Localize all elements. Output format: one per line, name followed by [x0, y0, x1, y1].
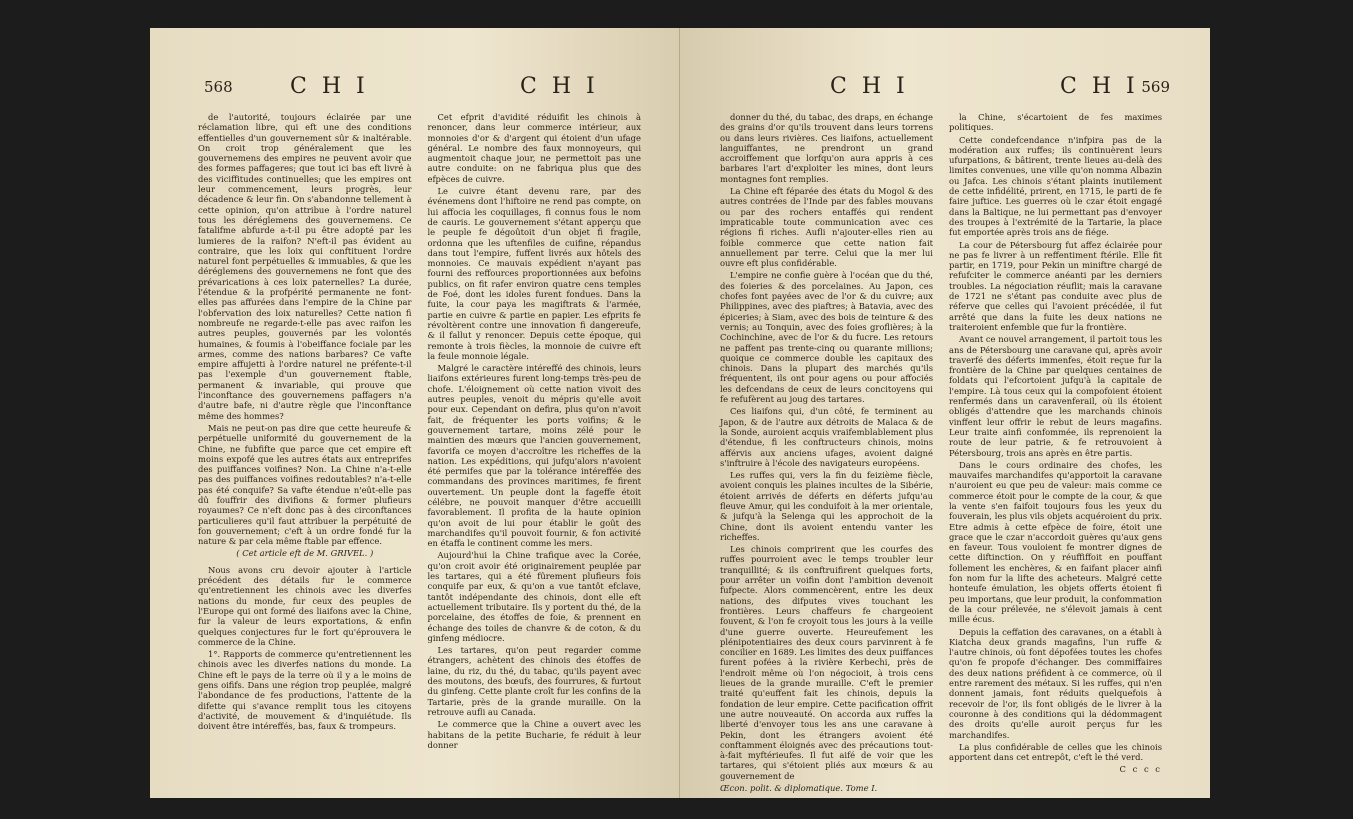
- book-spread: [150, 28, 1210, 798]
- paragraph: Le cuivre étant devenu rare, par des événemens dont l'hiftoire ne rend pas compte, on lui affocia les coquillages, fi connus fous le nom de cauris. Le gouvernement s'étant apperçu que le peuple fe dégoûtoit d'un objet fi fragile, ordonna que les uftenfiles de cuifine, répandus dans tout l'empire, fuffent livrés aux hôtels des monnoies. Ce mauvais expédient n'ayant pas fourni des reffources proportionnées aux befoins publics, on fit rafer environ quatre cens temples de Foé, dont les idoles furent fondues. Dans la fuite, la cour paya les magiftrats & l'armée, partie en cuivre & partie en papier. Les efprits fe révoltèrent contre une innovation fi dangereufe, & il fallut y renoncer. Depuis cette époque, qui remonte à trois fiècles, la monnoie de cuivre eft la feule monnoie légale.: [427, 186, 641, 361]
- paragraph: Les tartares, qu'on peut regarder comme étrangers, achètent des chinois des étoffes de laine, du riz, du thé, du tabac, qu'ils payent avec des moutons, des bœufs, des fourrures, & furtout du ginfeng. Cette plante croît fur les confins de la Tartarie, près de la grande muraille. On la retrouve aufli au Canada.: [427, 645, 641, 717]
- paragraph: Nous avons cru devoir ajouter à l'article précédent des détails fur le commerce qu'entretiennent les chinois avec les diverfes nations du monde, fur ceux des peuples de l'Europe qui ont formé des liaifons avec la Chine, fur la valeur de leurs exportations, & enfin quelques conjectures fur le fort qu'éprouvera le commerce de la Chine.: [198, 564, 412, 647]
- right-page: [680, 28, 1210, 798]
- running-head-left-col1: C H I: [290, 74, 369, 99]
- left-page-columns: [198, 112, 641, 778]
- running-head-right-col2: C H I: [1060, 74, 1139, 99]
- paragraph: Les ruffes qui, vers la fin du feizième fiècle, avoient conquis les plaines incultes de la Sibérie, étoient arrivés de déferts en déferts jufqu'au fleuve Amur, qui les conduifoit à la mer orientale, & jufqu'à la Selenga qui les approchoit de la Chine, dont ils avoient entendu vanter les richeffes.: [720, 470, 933, 542]
- paragraph: Le commerce que la Chine a ouvert avec les habitans de la petite Bucharie, fe réduit à leur donner: [427, 719, 641, 750]
- paragraph: Aujourd'hui la Chine trafique avec la Corée, qu'on croit avoir été originairement peuplée par les tartares, qui a été fûrement plufieurs fois conquife par eux, & qu'on a vue tantôt efclave, tantôt indépendante des chinois, dont elle eft actuellement tributaire. Ils y portent du thé, de la porcelaine, des étoffes de foie, & prennent en échange des toiles de chanvre & de coton, & du ginfeng médiocre.: [427, 550, 641, 643]
- footer-source: Œcon. polit. & diplomatique. Tome I.: [720, 783, 878, 793]
- paragraph: donner du thé, du tabac, des draps, en échange des grains d'or qu'ils trouvent dans leurs torrens ou dans leurs rivières. Ces liaifons, actuellement languiffantes, ne prendront un grand accroiffement que lorfqu'on aura appris à ces barbares l'art d'exploiter les mines, dont leurs montagnes font remplies.: [720, 112, 933, 184]
- right-column-1: [720, 112, 933, 793]
- right-page-header: [730, 74, 1170, 108]
- paragraph: Ces liaifons qui, d'un côté, fe terminent au Japon, & de l'autre aux détroits de Malaca & de la Sonde, auroient acquis vraifemblablement plus d'étendue, fi les conftructeurs chinois, moins afférvis aux anciens ufages, avoient daigné s'inftruire à l'école des navigateurs européens.: [720, 406, 933, 468]
- paragraph: Mais ne peut-on pas dire que cette heureufe & perpétuelle uniformité du gouvernement de la Chine, ne fubfifte que parce que cet empire eft moins expofé que les autres états aux entreprifes des puiffances voifines? Non. La Chine n'a-t-elle pas des puiffances voifines redoutables? n'a-t-elle pas été conquife? Sa vafte étendue n'eût-elle pas dû fouffrir des divifions & former plufieurs royaumes? Ce n'eft donc pas à des circonftances particulieres qu'il faut attribuer la perpétuité de fon gouvernement; c'eft à un ordre fondé fur la nature & par cela même ftable par effence.: [198, 422, 412, 547]
- paragraph: Malgré le caractère intéreffé des chinois, leurs liaifons extérieures furent long-temps très-peu de chofe. L'éloignement où cette nation vivoit des autres peuples, venoit du mépris qu'elle avoit pour eux. Cependant on defira, plus qu'on n'avoit fait, de fréquenter les ports voifins; & le gouvernement tartare, moins zélé pour le maintien des mœurs que l'ancien gouvernement, favorifa ce moyen d'accroître les richeffes de la nation. Les expéditions, qui jufqu'alors n'avoient été permifes que par la tolérance intéreffée des commandans des provinces maritimes, fe firent ouvertement. Un peuple dont la fageffe étoit célébre, ne pouvoit manquer d'être accueilli favorablement. Il profita de la haute opinion qu'on avoit de lui pour établir le goût des marchandifes qu'il pouvoit fournir, & fon activité en étaffa le continent comme les mers.: [427, 363, 641, 549]
- page-number-right: 569: [1141, 78, 1170, 96]
- paragraph: Depuis la ceffation des caravanes, on a établi à Kiatcha deux grands magafins, l'un ruffe & l'autre chinois, où font dépofées toutes les chofes qu'on fe propofe d'échanger. Des commiffaires des deux nations préfident à ce commerce, où il entre rarement des métaux. Si les ruffes, qui n'en donnent jamais, font réduits quelquefois à recevoir de l'or, ils font obligés de le livrer à la couronne à des conditions qui la dédommagent des droits qu'elle auroit perçus fur les marchandifes.: [949, 626, 1162, 740]
- running-head-right-col1: C H I: [830, 74, 909, 99]
- left-page-header: [200, 74, 639, 108]
- paragraph: de l'autorité, toujours éclairée par une réclamation libre, qui eft une des conditions effentielles d'un gouvernement sûr & inaltérable. On croit trop généralement que les gouvernemens des empires ne peuvent avoir que des formes paffageres; que tout ici bas eft livré à des viciffitudes continuelles; que les empires ont leur commencement, leurs progrès, leur décadence & leur fin. On s'abandonne tellement à cette opinion, qu'on attribue à l'ordre naturel tous les déréglemens des gouvernemens. Ce fatalifme abfurde a-t-il pu être adopté par les lumieres de la raifon? N'eft-il pas évident au contraire, que les loix qui conftituent l'ordre naturel font perpétuelles & immuables, & que les déréglemens des gouvernemens ne font que des prévarications à ces loix paternelles? La durée, l'étendue & la profpérité permanente ne font-elles pas affurées dans l'empire de la Chine par l'obfervation des loix naturelles? Cette nation fi nombreufe ne regarde-t-elle pas avec raifon les autres peuples, gouvernés par les volontés humaines, & foumis à l'obeiffance fociale par les armes, comme des nations barbares? Ce vafte empire affujetti à l'ordre naturel ne préfente-t-il pas l'exemple d'un gouvernement ftable, permanent & invariable, qui prouve que l'inconftance des gouvernemens paffagers n'a d'autre bafe, ni d'autre règle que l'inconftance même des hommes?: [198, 112, 412, 421]
- paragraph: Dans le cours ordinaire des chofes, les mauvaifes marchandifes qu'apportoit la caravane n'auroient eu que peu de valeur: mais comme ce commerce étoit pour le compte de la cour, & que la vente s'en faifoit toujours fous les yeux du fouverain, les plus vils objets acquéroient du prix. Etre admis à cette efpèce de foire, étoit une grace que le czar n'accordoit guères qu'aux gens en faveur. Tous vouloient fe montrer dignes de cette diftinction. On y réuffiffoit en pouffant follement les enchères, & en faifant placer ainfi fon nom fur la lifte des acheteurs. Malgré cette honteufe émulation, les objets offerts étoient fi peu importans, que leur produit, la confommation de la cour prélevée, ne s'élevoit jamais à cent mille écus.: [949, 459, 1162, 625]
- right-page-columns: [720, 112, 1162, 793]
- paragraph: La cour de Pétersbourg fut affez éclairée pour ne pas fe livrer à un reffentiment ftérile. Elle fit partir, en 1719, pour Pekin un miniftre chargé de refufciter le commerce anéanti par les derniers troubles. La négociation réuflit; mais la caravane de 1721 ne s'étant pas conduite avec plus de réferve que celles qui l'avoient précédée, il fut arrêté que dans la fuite les deux nations ne traiteroient enfemble que fur la frontière.: [949, 239, 1162, 332]
- left-column-1: [198, 112, 412, 778]
- right-column-2: [949, 112, 1162, 778]
- running-head-left-col2: C H I: [520, 74, 599, 99]
- paragraph: Cet efprit d'avidité réduifit les chinois à renoncer, dans leur commerce intérieur, aux monnoies d'or & d'argent qui étoient d'un ufage général. Le nombre des faux monnoyeurs, qui augmentoit chaque jour, ne permettoit pas une autre conduite: on ne fabriqua plus que des efpèces de cuivre.: [427, 112, 641, 184]
- paragraph: Avant ce nouvel arrangement, il partoit tous les ans de Pétersbourg une caravane qui, après avoir traverfé des déferts immenfes, étoit reçue fur la frontière de la Chine par quelques centaines de foldats qui l'efcortoient jufqu'à la capitale de l'empire. Là tous ceux qui la compofoient étoient renfermés dans un caravenferail, où ils étoient obligés d'attendre que les marchands chinois vinffent leur offrir le rebut de leurs magafins. Leur traite ainfi confommée, ils reprenoient la route de leur patrie, & fe retrouvoient à Pétersbourg, trois ans après en être partis.: [949, 334, 1162, 458]
- left-column-2: [428, 112, 642, 778]
- paragraph: Les chinois comprirent que les courfes des ruffes pourroient avec le temps troubler leur tranquillité; & ils conftruifirent quelques forts, pour arrêter un voifin dont l'ambition devenoit fufpecte. Alors commencèrent, entre les deux nations, des difputes vives touchant les frontières. Leurs chaffeurs fe chargeoient fouvent, & l'on fe croyoit tous les jours à la veille d'une guerre ouverte. Heureufement les plénipotentiaires des deux cours parvinrent à fe concilier en 1689. Les limites des deux puiffances furent pofées à la rivière Kerbechi, près de l'endroit même où l'on négocioit, à trois cens lieues de la grande muraille. C'eft le premier traité qu'euffent fait les chinois, depuis la fondation de leur empire. Cette pacification offrit une autre nouveauté. On accorda aux ruffes la liberté d'envoyer tous les ans une caravane à Pekin, dont les étrangers avoient été conftamment éloignés avec des précautions tout-à-fait myftérieufes. Il fut aifé de voir que les tartares, qui s'étoient pliés aux mœurs & au gouvernement de: [720, 544, 933, 781]
- paragraph: La Chine eft féparée des états du Mogol & des autres contrées de l'Inde par des fables mouvans ou par des rochers entaffés qui rendent impraticable toute communication avec ces régions fi riches. Aufli n'ajouter-elles rien au foible commerce que cette nation fait annuellement par terre. Celui que la mer lui ouvre eft plus confidérable.: [720, 186, 933, 269]
- paragraph: Cette condefcendance n'infpira pas de la modération aux ruffes; ils continuèrent leurs ufurpations, & bâtirent, trente lieues au-delà des limites convenues, une ville qu'on nomma Albazin ou Jafca. Les chinois s'étant plaints inutilement de cette infidélité, prirent, en 1715, le parti de fe faire juftice. Les guerres où le czar étoit engagé dans la Baltique, ne lui permettant pas d'envoyer des troupes à l'extrémité de la Tartarie, la place fut emportée après trois ans de fiége.: [949, 134, 1162, 238]
- article-attribution: ( Cet article eft de M. GRIVEL. ): [236, 548, 374, 559]
- signature-mark: C c c c: [1119, 764, 1162, 775]
- left-page: [150, 28, 680, 798]
- page-number-left: 568: [204, 78, 233, 96]
- paragraph: la Chine, s'écartoient de fes maximes politiques.: [949, 112, 1162, 133]
- paragraph: La plus confidérable de celles que les chinois apportent dans cet entrepôt, c'eft le thé verd.: [949, 741, 1162, 763]
- paragraph: L'empire ne confie guère à l'océan que du thé, des foieries & des porcelaines. Au Japon, ces chofes font payées avec de l'or & du cuivre; aux Philippines, avec des piaftres; à Batavia, avec des épiceries; à Siam, avec des bois de teinture & des vernis; au Tonquin, avec des foies groflières; à la Cochinchine, avec de l'or & du fucre. Les retours ne paffent pas trente-cinq ou quarante millions; quoique ce commerce double les capitaux des chinois. Dans la plupart des marchés qu'ils fréquentent, ils ont pour agens ou pour affociés les defcendans de ceux de leurs concitoyens qui fe refufèrent au joug des tartares.: [720, 270, 933, 405]
- paragraph: 1°. Rapports de commerce qu'entretiennent les chinois avec les diverfes nations du monde. La Chine eft le pays de la terre où il y a le moins de gens oififs. Dans une région trop peuplée, malgré l'abondance de fes productions, l'attente de la difette qui s'avance remplit tous les citoyens d'activité, de mouvement & d'inquiétude. Ils doivent être intéreffés, bas, faux & trompeurs.: [198, 649, 412, 732]
